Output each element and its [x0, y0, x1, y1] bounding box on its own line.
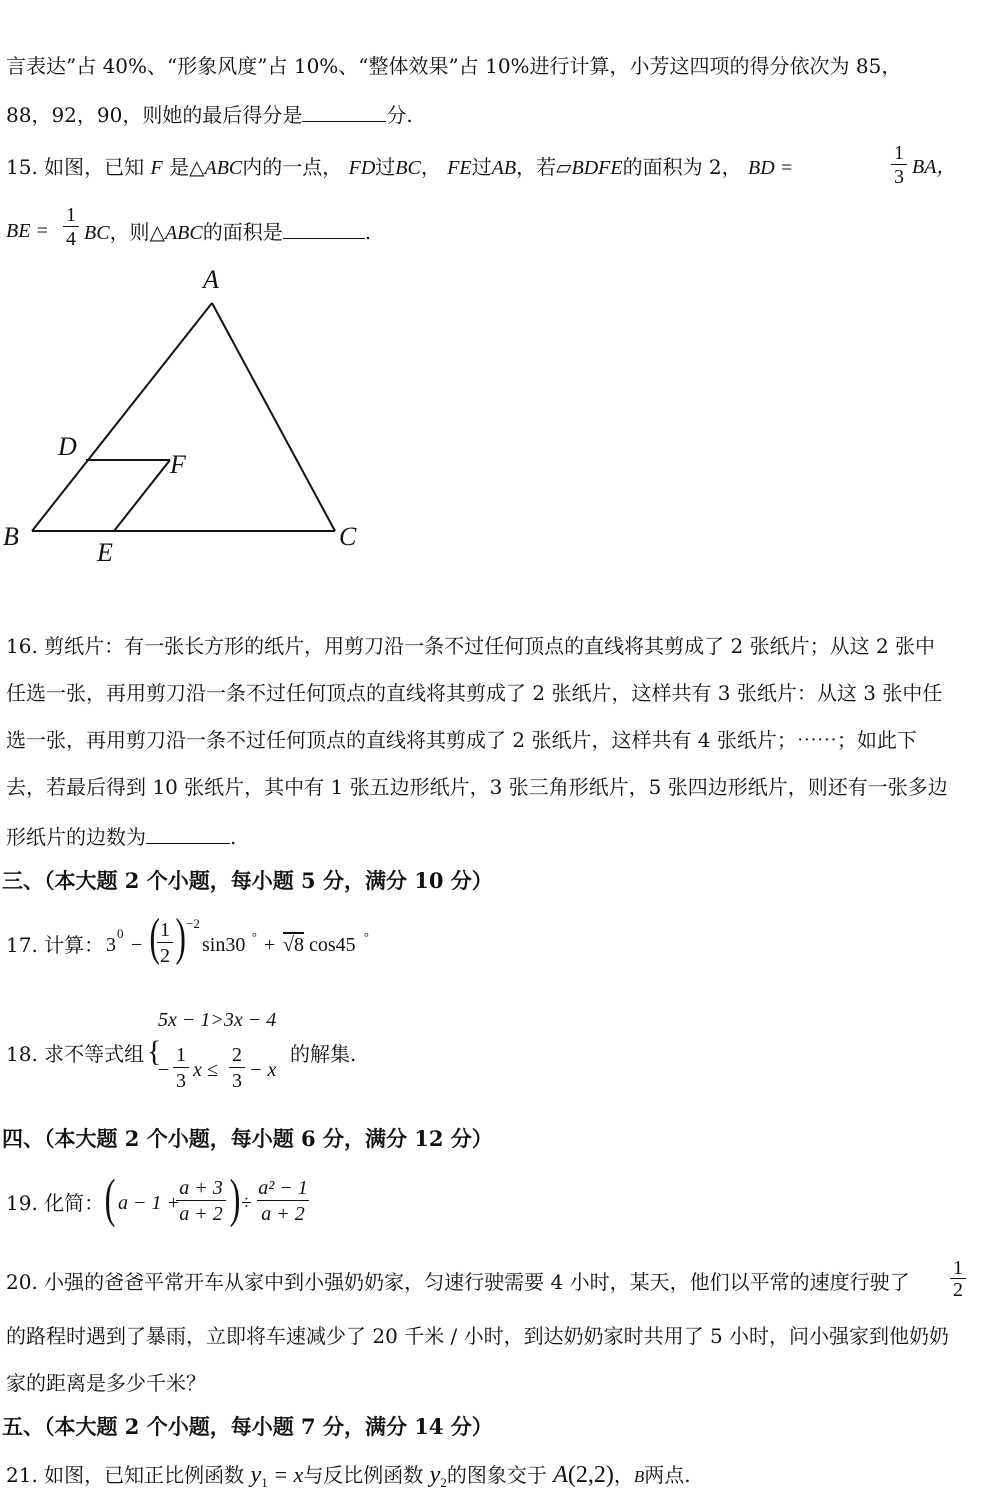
q15-FD: FD	[348, 157, 376, 179]
label-D: D	[58, 432, 77, 461]
label-C: C	[339, 522, 357, 551]
q19-lparen: (	[104, 1168, 116, 1228]
q19-fraction-2	[257, 1176, 309, 1227]
q18-tail: 的解集.	[290, 1042, 357, 1066]
q21-text: ，	[613, 1463, 634, 1487]
frac-numerator: 1	[160, 919, 170, 941]
q16-line5-end: .	[230, 825, 237, 849]
q18-ineq1: 5x − 1>3x − 4	[158, 1009, 277, 1031]
label-E: E	[97, 538, 113, 567]
q21-text: 21. 如图，已知正比例函数	[6, 1463, 245, 1487]
q17-rparen: )	[175, 909, 186, 966]
q16-answer-blank	[146, 823, 230, 844]
q17-deg2: °	[364, 930, 369, 944]
q20-line2: 的路程时遇到了暴雨，立即将车速减少了 20 千米 / 小时，到达奶奶家时共用了 5 小时，问小强家到他奶奶	[6, 1324, 950, 1348]
q18-label: 18. 求不等式组	[6, 1042, 145, 1066]
frac-denominator: 3	[173, 1067, 189, 1094]
q15-triangle: △ABC	[189, 157, 243, 179]
frac-numerator: a² − 1	[258, 1177, 308, 1199]
q15-F: F	[150, 157, 163, 179]
q15-triangle: △ABC	[149, 222, 203, 244]
q15-text: 内的一点，	[242, 155, 343, 179]
q18-minus: −	[158, 1059, 170, 1081]
q17-exp0: 0	[117, 926, 124, 941]
q21-coords: (2,2)	[567, 1462, 614, 1488]
frac-denominator: 3	[229, 1067, 245, 1094]
segment-FE	[114, 460, 170, 531]
q15-text: 过	[375, 155, 396, 179]
section-3-title: 三、（本大题 2 个小题，每小题 5 分，满分 10 分）	[2, 868, 493, 893]
label-F: F	[170, 450, 186, 479]
q14-line2-end: 分.	[386, 103, 413, 127]
frac-denominator: a + 2	[176, 1200, 226, 1227]
frac-numerator: 1	[894, 142, 904, 164]
label-A: A	[203, 265, 219, 294]
q21-sub1: 1	[261, 1475, 268, 1490]
q21-line	[6, 1463, 691, 1495]
q15-text: 的面积是	[202, 220, 283, 244]
label-B: B	[3, 522, 19, 551]
q19-rparen: )	[229, 1168, 241, 1228]
q21-eq-x: = x	[267, 1462, 304, 1487]
q17-base: 3	[106, 934, 116, 956]
q19-fraction-1	[176, 1176, 226, 1227]
side-AB	[32, 303, 212, 531]
q21-text: 两点.	[644, 1463, 691, 1487]
q17-lparen: (	[149, 909, 160, 966]
q15-number: 15.	[6, 155, 38, 179]
q21-point-A: A	[553, 1462, 568, 1488]
q17-deg1: °	[252, 930, 257, 944]
q15-text: .	[364, 220, 372, 244]
q15-text: 是	[169, 155, 190, 179]
q21-sub2: 2	[440, 1475, 447, 1490]
side-AC	[212, 303, 335, 531]
q15-parallelogram: ▱BDFE	[556, 157, 623, 179]
q14-line1: 言表达”占 40%、“形象风度”占 10%、“整体效果”占 10%进行计算，小芳这四项的得分依次为 85，	[6, 54, 902, 78]
q21-y2: y	[429, 1462, 441, 1488]
q16-line3: 选一张，再用剪刀沿一条不过任何顶点的直线将其剪成了 2 张纸片，这样共有 4 张纸片；⋯⋯；如此下	[6, 728, 917, 752]
q17-label: 17. 计算：	[6, 933, 105, 957]
q21-point-B: B	[633, 1467, 645, 1486]
q18-brace: {	[147, 1035, 162, 1068]
q16-line4: 去，若最后得到 10 张纸片，其中有 1 张五边形纸片，3 张三角形纸片，5 张四边形纸片，则还有一张多边	[6, 775, 948, 799]
q21-text: 的图象交于	[446, 1463, 547, 1487]
q19-a-minus: a − 1 +	[118, 1192, 180, 1214]
q17-plus: +	[264, 934, 276, 956]
q20-fraction-half	[950, 1258, 966, 1301]
q16-line2: 任选一张，再用剪刀沿一条不过任何顶点的直线将其剪成了 2 张纸片，这样共有 3 张纸片：从这 3 张中任	[6, 681, 943, 705]
frac-denominator: 2	[950, 1278, 966, 1301]
q15-text: ，若	[516, 155, 557, 179]
q21-text: 与反比例函数	[303, 1463, 424, 1487]
q16-line5-text: 形纸片的边数为	[6, 825, 146, 849]
frac-numerator: 1	[66, 204, 76, 226]
q14-line2-text: 88，92，90，则她的最后得分是	[6, 103, 303, 127]
q18-x-le: x ≤	[193, 1059, 218, 1081]
q15-BA: BA，	[912, 156, 957, 178]
frac-denominator: 3	[891, 164, 907, 189]
q18-minus-x: − x	[249, 1059, 277, 1081]
q15-BC: BC	[84, 222, 110, 244]
q15-text: ，则	[109, 220, 150, 244]
frac-numerator: 2	[232, 1044, 242, 1066]
q18-fraction-1	[173, 1043, 189, 1094]
q15-AB: AB	[491, 157, 517, 179]
q19-divide: ÷	[241, 1192, 252, 1214]
q17-sqrt: √8	[283, 934, 304, 956]
frac-numerator: 1	[953, 1257, 963, 1279]
section-4-title: 四、（本大题 2 个小题，每小题 6 分，满分 12 分）	[2, 1126, 493, 1151]
frac-denominator: 2	[157, 942, 173, 969]
q20-line3: 家的距离是多少千米？	[6, 1371, 206, 1395]
frac-numerator: a + 3	[179, 1177, 223, 1199]
q16-line1: 16. 剪纸片：有一张长方形的纸片，用剪刀沿一条不过任何顶点的直线将其剪成了 2 张纸片；从这 2 张中	[6, 634, 936, 658]
q19-label: 19. 化简：	[6, 1191, 105, 1215]
q15-text: 如图，已知	[44, 155, 145, 179]
q16-line5	[6, 823, 236, 849]
frac-numerator: 1	[176, 1044, 186, 1066]
q21-y1: y	[250, 1462, 262, 1488]
q15-text: 过	[471, 155, 492, 179]
q15-BE-eq: BE =	[6, 220, 49, 242]
q15-FE: FE	[447, 157, 472, 179]
q17-sin: sin30	[202, 934, 246, 956]
frac-denominator: 4	[63, 226, 79, 251]
q15-BC: BC	[395, 157, 421, 179]
q15-BD-eq: BD =	[748, 157, 794, 179]
q18-fraction-2	[229, 1043, 245, 1094]
q20-line1: 20. 小强的爸爸平常开车从家中到小强奶奶家，匀速行驶需要 4 小时，某天，他们以平常的速度行驶了	[6, 1270, 910, 1294]
section-5-title: 五、（本大题 2 个小题，每小题 7 分，满分 14 分）	[2, 1414, 493, 1439]
q15-text: ，	[420, 155, 441, 179]
q17-exp-neg2: −2	[186, 916, 200, 931]
q15-text: 的面积为 2，	[622, 155, 742, 179]
q17-fraction-half	[157, 918, 173, 969]
q17-cos: cos45	[309, 934, 356, 956]
frac-denominator: a + 2	[257, 1200, 309, 1227]
q17-minus: −	[131, 934, 143, 956]
